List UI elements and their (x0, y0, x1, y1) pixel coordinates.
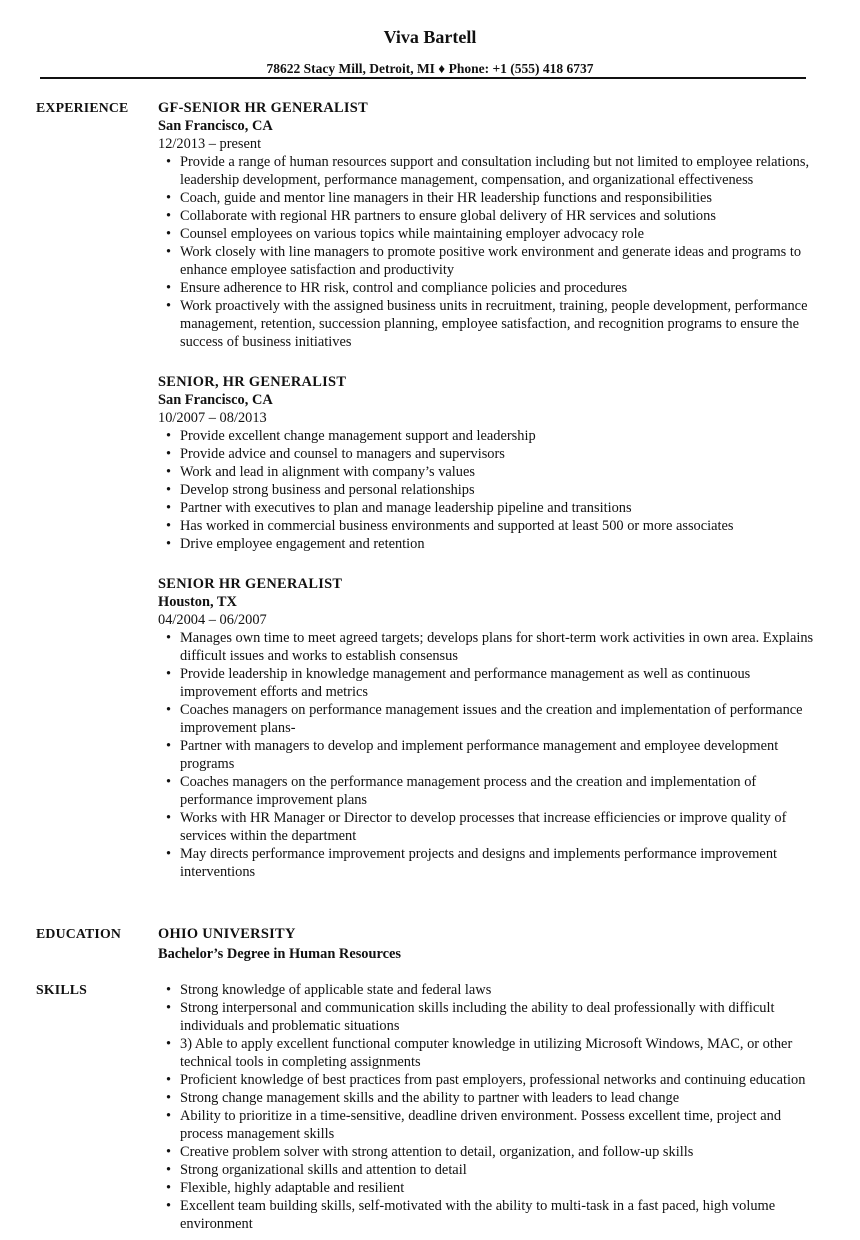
skills-list (158, 981, 818, 1233)
skill-item: • Proficient knowledge of best practices from past employers, professional networks and continuing education (158, 1071, 818, 1089)
skills-body (158, 981, 818, 1233)
job-bullets (158, 427, 818, 553)
bullet-item: • Partner with executives to plan and manage leadership pipeline and transitions (158, 499, 818, 517)
bullet-item: • Work closely with line managers to promote positive work environment and generate ideas and programs to enhance employee satisfaction and productivity (158, 243, 818, 279)
resume-header (0, 26, 860, 77)
bullet-item: • Coach, guide and mentor line managers in their HR leadership functions and responsibilities (158, 189, 818, 207)
section-label-experience: EXPERIENCE (36, 100, 129, 115)
job-title: SENIOR HR GENERALIST (158, 576, 343, 592)
job-dates: 10/2007 – 08/2013 (158, 410, 267, 426)
bullet-item: • Ensure adherence to HR risk, control and compliance policies and procedures (158, 279, 818, 297)
job-location: Houston, TX (158, 594, 237, 610)
contact-line: 78622 Stacy Mill, Detroit, MI ♦ Phone: +1 (555) 418 6737 (266, 61, 594, 76)
bullet-item: • Coaches managers on the performance management process and the creation and implementation of performance improvement plans (158, 773, 818, 809)
job-bullets (158, 153, 818, 351)
job-entry (158, 373, 818, 553)
skill-item: • Strong knowledge of applicable state and federal laws (158, 981, 818, 999)
bullet-item: • Collaborate with regional HR partners to ensure global delivery of HR services and solutions (158, 207, 818, 225)
bullet-item: • Work proactively with the assigned business units in recruitment, training, people development, performance management, retention, succession planning, employee satisfaction, and recognition programs to ensure the success of business initiatives (158, 297, 818, 351)
job-dates: 12/2013 – present (158, 136, 262, 152)
skill-item: • Ability to prioritize in a time-sensitive, deadline driven environment. Possess excellent time, project and process management skills (158, 1107, 818, 1143)
section-label-skills: SKILLS (36, 982, 88, 997)
job-dates: 04/2004 – 06/2007 (158, 612, 267, 628)
bullet-item: • Partner with managers to develop and implement performance management and employee development programs (158, 737, 818, 773)
bullet-item: • May directs performance improvement projects and designs and implements performance improvement interventions (158, 845, 818, 881)
job-title: SENIOR, HR GENERALIST (158, 374, 347, 390)
bullet-item: • Provide leadership in knowledge management and performance management as well as continuous improvement efforts and metrics (158, 665, 818, 701)
education-body (158, 925, 818, 963)
skill-item: • Excellent team building skills, self-motivated with the ability to multi-task in a fast paced, high volume environment (158, 1197, 818, 1233)
job-entry (158, 575, 818, 881)
bullet-item: • Counsel employees on various topics while maintaining employer advocacy role (158, 225, 818, 243)
skill-item: • 3) Able to apply excellent functional computer knowledge in utilizing Microsoft Windows, MAC, or other technical tools in completing assignments (158, 1035, 818, 1071)
job-bullets (158, 629, 818, 881)
header-divider (40, 77, 806, 79)
job-entry (158, 99, 818, 351)
degree: Bachelor’s Degree in Human Resources (158, 946, 402, 962)
bullet-item: • Works with HR Manager or Director to develop processes that increase efficiencies or improve quality of services within the department (158, 809, 818, 845)
bullet-item: • Provide a range of human resources support and consultation including but not limited to employee relations, leadership development, performance management, compensation, and organizational effectiveness (158, 153, 818, 189)
bullet-item: • Has worked in commercial business environments and supported at least 500 or more associates (158, 517, 818, 535)
bullet-item: • Work and lead in alignment with company’s values (158, 463, 818, 481)
bullet-item: • Coaches managers on performance management issues and the creation and implementation of performance improvement plans- (158, 701, 818, 737)
bullet-item: • Develop strong business and personal relationships (158, 481, 818, 499)
bullet-item: • Provide advice and counsel to managers and supervisors (158, 445, 818, 463)
bullet-item: • Provide excellent change management support and leadership (158, 427, 818, 445)
skill-item: • Strong organizational skills and attention to detail (158, 1161, 818, 1179)
school-name: OHIO UNIVERSITY (158, 926, 296, 942)
skill-item: • Strong interpersonal and communication skills including the ability to deal professionally with difficult individuals and problematic situations (158, 999, 818, 1035)
bullet-item: • Drive employee engagement and retention (158, 535, 818, 553)
skill-item: • Creative problem solver with strong attention to detail, organization, and follow-up skills (158, 1143, 818, 1161)
candidate-name: Viva Bartell (383, 27, 477, 47)
job-title: GF-SENIOR HR GENERALIST (158, 100, 369, 116)
section-label-education: EDUCATION (36, 926, 122, 941)
job-location: San Francisco, CA (158, 392, 273, 408)
bullet-item: • Manages own time to meet agreed targets; develops plans for short-term work activities in own area. Explains difficult issues and works to establish consensus (158, 629, 818, 665)
job-location: San Francisco, CA (158, 118, 273, 134)
experience-body (158, 99, 818, 903)
skill-item: • Flexible, highly adaptable and resilient (158, 1179, 818, 1197)
skill-item: • Strong change management skills and the ability to partner with leaders to lead change (158, 1089, 818, 1107)
